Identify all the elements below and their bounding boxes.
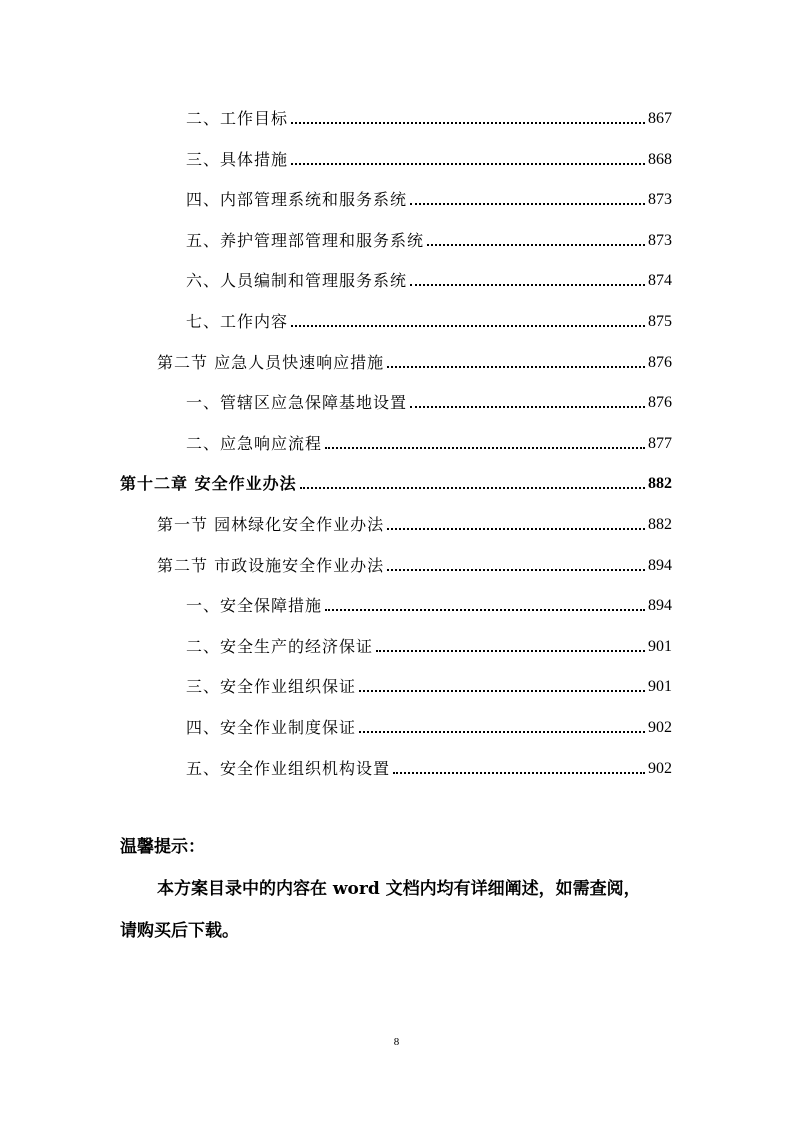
- toc-entry[interactable]: [186, 387, 672, 413]
- notice-title: 温馨提示：: [120, 837, 205, 857]
- toc-entry-page: 882: [648, 475, 672, 492]
- toc-entry[interactable]: [157, 347, 672, 373]
- toc-entry[interactable]: [186, 671, 672, 697]
- toc-entry-page: 902: [648, 719, 672, 736]
- toc-leader-dots: [387, 366, 645, 368]
- toc-entry[interactable]: [186, 184, 672, 210]
- toc-entry-page: 867: [648, 110, 672, 127]
- notice-line-2: 请购买后下载。: [120, 921, 239, 941]
- toc-entry[interactable]: [186, 225, 672, 251]
- toc-entry[interactable]: [186, 306, 672, 332]
- toc-entry[interactable]: [186, 753, 672, 779]
- toc-leader-dots: [410, 406, 645, 408]
- toc-entry[interactable]: [157, 509, 672, 535]
- toc-entry-label: 七、工作内容: [186, 312, 289, 331]
- toc-entry-page: 894: [648, 597, 672, 614]
- toc-entry[interactable]: [186, 265, 672, 291]
- toc-entry[interactable]: [186, 428, 672, 454]
- toc-entry[interactable]: [186, 103, 672, 129]
- toc-entry-page: 876: [648, 394, 672, 411]
- toc-leader-dots: [410, 203, 645, 205]
- toc-entry-label: 第二节 应急人员快速响应措施: [157, 353, 385, 372]
- toc-entry-label: 第十二章 安全作业办法: [120, 474, 297, 493]
- toc-entry-label: 二、工作目标: [186, 109, 289, 128]
- toc-leader-dots: [393, 772, 645, 774]
- toc-leader-dots: [387, 528, 645, 530]
- toc-entry-label: 六、人员编制和管理服务系统: [186, 271, 408, 290]
- toc-leader-dots: [325, 609, 645, 611]
- toc-entry-label: 五、安全作业组织机构设置: [186, 759, 391, 778]
- toc-leader-dots: [359, 731, 645, 733]
- page-number: 8: [393, 1036, 400, 1048]
- toc-entry-page: 902: [648, 760, 672, 777]
- toc-entry[interactable]: [186, 590, 672, 616]
- toc-entry-page: 901: [648, 638, 672, 655]
- toc-entry-label: 四、安全作业制度保证: [186, 718, 357, 737]
- toc-leader-dots: [359, 690, 645, 692]
- toc-entry-page: 882: [648, 516, 672, 533]
- toc-entry[interactable]: [186, 144, 672, 170]
- toc-entry-page: 901: [648, 678, 672, 695]
- toc-entry-label: 五、养护管理部管理和服务系统: [186, 231, 425, 250]
- toc-entry[interactable]: [157, 550, 672, 576]
- toc-entry-page: 873: [648, 191, 672, 208]
- toc-entry-page: 876: [648, 354, 672, 371]
- notice-line-1: 本方案目录中的内容在 word 文档内均有详细阐述，如需查阅，: [157, 879, 641, 899]
- toc-leader-dots: [376, 650, 645, 652]
- toc-entry-label: 一、安全保障措施: [186, 596, 323, 615]
- toc-entry-label: 三、安全作业组织保证: [186, 677, 357, 696]
- toc-entry-page: 873: [648, 232, 672, 249]
- toc-entry[interactable]: [120, 468, 672, 494]
- toc-entry-page: 868: [648, 151, 672, 168]
- toc-entry-page: 877: [648, 435, 672, 452]
- toc-leader-dots: [300, 487, 645, 489]
- toc-leader-dots: [291, 122, 645, 124]
- toc-entry-label: 四、内部管理系统和服务系统: [186, 190, 408, 209]
- toc-entry-label: 三、具体措施: [186, 150, 289, 169]
- toc-entry-label: 二、安全生产的经济保证: [186, 637, 374, 656]
- toc-entry-label: 第二节 市政设施安全作业办法: [157, 556, 385, 575]
- toc-entry[interactable]: [186, 712, 672, 738]
- toc-leader-dots: [410, 284, 645, 286]
- toc-entry-label: 二、应急响应流程: [186, 434, 323, 453]
- toc-leader-dots: [387, 569, 645, 571]
- toc-entry-label: 一、管辖区应急保障基地设置: [186, 393, 408, 412]
- toc-entry-page: 875: [648, 313, 672, 330]
- toc-entry[interactable]: [186, 631, 672, 657]
- toc-entry-page: 874: [648, 272, 672, 289]
- toc-leader-dots: [427, 244, 645, 246]
- toc-entry-page: 894: [648, 557, 672, 574]
- toc-leader-dots: [291, 163, 645, 165]
- toc-leader-dots: [291, 325, 645, 327]
- toc-leader-dots: [325, 447, 645, 449]
- toc-entry-label: 第一节 园林绿化安全作业办法: [157, 515, 385, 534]
